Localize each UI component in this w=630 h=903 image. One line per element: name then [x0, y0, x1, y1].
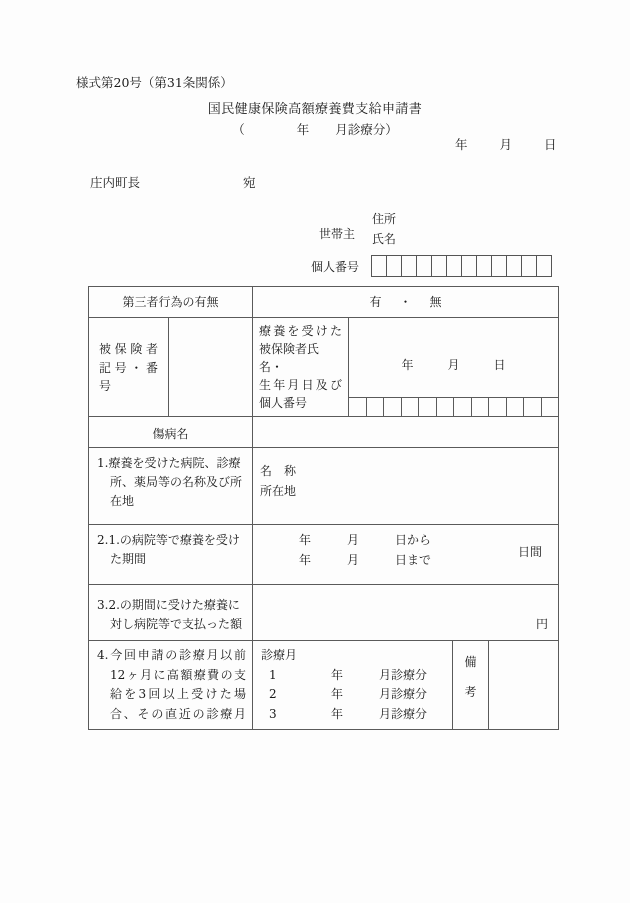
digit-cell[interactable] — [507, 398, 525, 416]
digit-cell[interactable] — [542, 398, 559, 416]
item4-months-cell[interactable] — [253, 641, 453, 730]
digit-cell[interactable] — [472, 398, 490, 416]
disease-value-cell[interactable] — [253, 417, 559, 448]
digit-cell[interactable] — [477, 256, 492, 276]
addressee-suffix: 宛 — [243, 175, 256, 190]
third-party-value-cell[interactable] — [253, 287, 559, 318]
insured-number-input-cell[interactable] — [169, 318, 253, 417]
item4-month-index: 2 — [269, 687, 277, 702]
digit-cell[interactable] — [419, 398, 437, 416]
item2-period-lines[interactable] — [253, 525, 558, 571]
table-row-item4 — [89, 641, 559, 730]
insured-label-line2: 記号・番号 — [99, 360, 158, 394]
remarks-label-char2: 考 — [464, 684, 477, 699]
item4-month-suffix-label: 月診療分 — [379, 706, 428, 721]
item1-label-line1: 1.療養を受けた病院、診療 — [97, 456, 241, 470]
item3-label-line1: 3.2.の期間に受けた療養に — [97, 598, 240, 612]
item4-months-header: 診療月 — [261, 648, 298, 663]
filing-date-month-label: 月 — [499, 137, 513, 152]
digit-cell[interactable] — [384, 398, 402, 416]
digit-cell[interactable] — [454, 398, 472, 416]
insured-treated-value-cell[interactable] — [349, 318, 559, 417]
item4-month-suffix-label: 月診療分 — [379, 687, 428, 702]
item2-label-line1: 2.1.の病院等で療養を受け — [97, 533, 240, 547]
item2-period-from[interactable] — [253, 531, 558, 551]
item2-value-cell[interactable] — [253, 525, 559, 585]
insured-treated-label-line2: 被保険者氏名・ — [259, 342, 320, 374]
item4-month-suffix-label: 月診療分 — [379, 667, 428, 682]
item1-value-labels — [253, 448, 558, 507]
item2-label — [89, 525, 252, 575]
item1-value-cell[interactable] — [253, 448, 559, 525]
insured-treated-label-line3: 生年月日及び — [259, 378, 343, 392]
item3-value-cell[interactable] — [253, 585, 559, 641]
disease-label: 傷病名 — [152, 427, 189, 441]
householder-label: 世帯主 — [319, 227, 356, 241]
digit-cell[interactable] — [437, 398, 455, 416]
item3-label — [89, 585, 252, 640]
item4-month-row[interactable] — [261, 685, 452, 704]
insured-label — [89, 318, 168, 402]
insured-treated-label-line1: 療養を受けた — [259, 324, 343, 338]
subtitle-month-label: 月診療分） — [335, 122, 398, 137]
item4-month-row[interactable] — [261, 666, 452, 685]
item4-month-index: 1 — [269, 667, 277, 682]
item4-label — [89, 641, 252, 729]
item2-from-day-label: 日から — [395, 533, 432, 547]
householder-name-label: 氏名 — [372, 232, 397, 246]
item1-name-label: 名 称 — [260, 464, 297, 478]
insured-treated-label-line4: 個人番号 — [259, 396, 308, 410]
digit-cell[interactable] — [524, 398, 542, 416]
filing-date — [455, 139, 557, 152]
item2-to-year-label: 年 — [299, 552, 312, 567]
item4-month-year-label: 年 — [331, 667, 344, 682]
digit-cell[interactable] — [432, 256, 447, 276]
item3-currency-unit: 円 — [536, 617, 549, 632]
digit-cell[interactable] — [492, 256, 507, 276]
item4-label-line4: 合、その直近の診療月 — [110, 706, 247, 721]
insured-birth-year-label: 年 — [401, 358, 414, 372]
item2-from-month-label: 月 — [347, 533, 360, 547]
item4-months-list[interactable] — [253, 641, 452, 729]
item2-label-line2: た期間 — [110, 552, 147, 567]
document-subtitle — [0, 124, 630, 137]
digit-cell[interactable] — [537, 256, 552, 276]
item2-to-month-label: 月 — [347, 552, 360, 567]
application-table — [88, 286, 559, 730]
digit-cell[interactable] — [489, 398, 507, 416]
insured-birth-day-label: 日 — [493, 358, 506, 372]
item1-label-line3: 在地 — [110, 494, 135, 509]
table-row-item1 — [89, 448, 559, 525]
table-row-insured — [89, 318, 559, 417]
third-party-option-yes[interactable]: 有 — [369, 295, 382, 309]
form-code: 様式第20号（第31条関係） — [76, 75, 233, 90]
insured-treated-label-cell — [253, 318, 349, 417]
digit-cell[interactable] — [402, 398, 420, 416]
digit-cell[interactable] — [372, 256, 387, 276]
filing-date-day-label: 日 — [544, 137, 557, 152]
third-party-label-cell — [89, 287, 253, 318]
remarks-label-char1: 備 — [464, 655, 477, 670]
subtitle-year-label: 年 — [296, 122, 310, 137]
householder-address-label: 住所 — [372, 212, 397, 226]
third-party-option-separator: ・ — [399, 295, 412, 309]
digit-cell[interactable] — [507, 256, 522, 276]
digit-cell[interactable] — [387, 256, 402, 276]
item2-to-day-label: 日まで — [395, 552, 432, 567]
document-title: 国民健康保険高額療養費支給申請書 — [207, 102, 423, 117]
item4-label-line1: 4.今回申請の診療月以前 — [97, 648, 247, 663]
item2-from-year-label: 年 — [299, 533, 312, 547]
remarks-value-cell[interactable] — [489, 641, 559, 730]
disease-label-cell — [89, 417, 253, 448]
householder-mynumber-boxes[interactable] — [371, 255, 552, 277]
digit-cell[interactable] — [367, 398, 385, 416]
item4-month-row[interactable] — [261, 705, 452, 724]
insured-label-cell — [89, 318, 169, 417]
insured-treated-label — [253, 318, 348, 416]
item1-label-cell — [89, 448, 253, 525]
digit-cell[interactable] — [522, 256, 537, 276]
third-party-option-no[interactable]: 無 — [429, 295, 442, 309]
item2-days-unit: 日間 — [518, 545, 543, 559]
householder-mynumber-label: 個人番号 — [311, 260, 360, 274]
digit-cell[interactable] — [402, 256, 417, 276]
filing-date-year-label: 年 — [455, 137, 468, 152]
insured-birth-month-label: 月 — [447, 358, 460, 372]
item4-label-line3: 給を3回以上受けた場 — [110, 687, 247, 702]
item3-label-cell — [89, 585, 253, 641]
insured-mynumber-boxes[interactable] — [349, 397, 558, 416]
digit-cell[interactable] — [349, 398, 367, 416]
table-row-item3 — [89, 585, 559, 641]
table-row-item2 — [89, 525, 559, 585]
item1-label — [89, 448, 252, 518]
digit-cell[interactable] — [462, 256, 477, 276]
item3-label-line2: 対し病院等で支払った額 — [110, 617, 243, 632]
remarks-label — [453, 641, 488, 714]
insured-label-line1: 被保険者 — [99, 342, 158, 356]
third-party-label: 第三者行為の有無 — [122, 295, 219, 309]
item1-label-line2: 所、薬局等の名称及び所 — [110, 475, 243, 490]
item2-label-cell — [89, 525, 253, 585]
digit-cell[interactable] — [447, 256, 462, 276]
item2-period-to[interactable] — [253, 551, 558, 571]
item4-label-line2: 12ヶ月に高額療費の支 — [110, 667, 247, 682]
table-row-disease — [89, 417, 559, 448]
item1-address-label: 所在地 — [260, 483, 297, 498]
remarks-label-cell — [453, 641, 489, 730]
insured-birthdate-line[interactable] — [349, 359, 558, 371]
item4-month-year-label: 年 — [331, 687, 344, 702]
item4-month-index: 3 — [269, 706, 277, 721]
item4-month-year-label: 年 — [331, 706, 344, 721]
table-row-third-party — [89, 287, 559, 318]
subtitle-open-paren: （ — [232, 122, 245, 137]
third-party-options[interactable] — [253, 287, 558, 317]
addressee-title: 庄内町長 — [90, 175, 141, 190]
digit-cell[interactable] — [417, 256, 432, 276]
item4-label-cell — [89, 641, 253, 730]
